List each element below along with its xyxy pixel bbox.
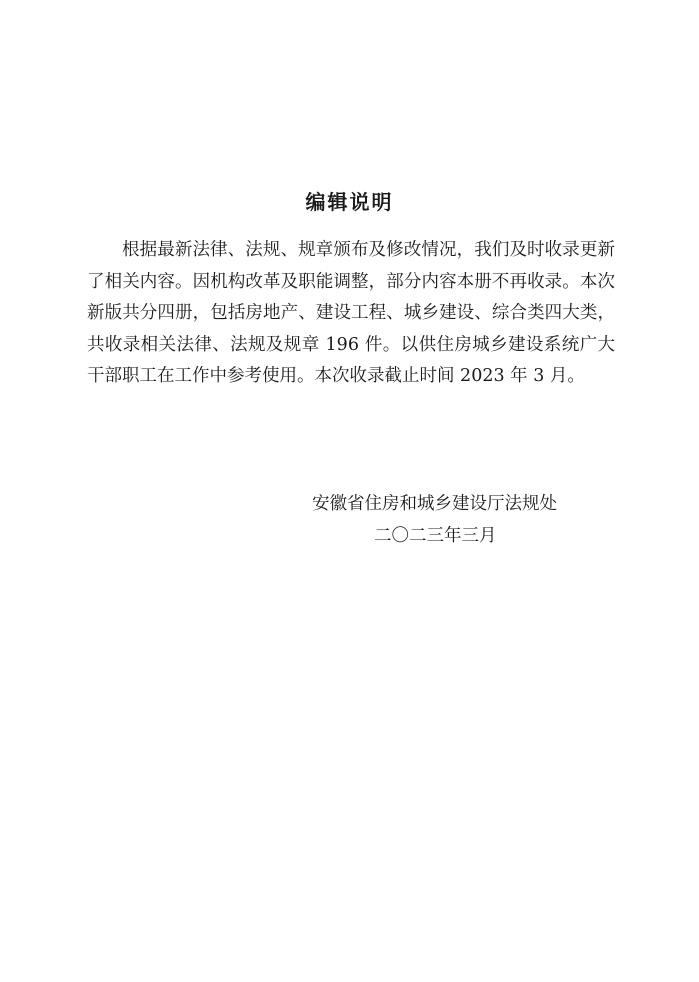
signature-organization: 安徽省住房和城乡建设厅法规处 <box>312 494 557 514</box>
page-title: 编辑说明 <box>305 190 394 214</box>
signature-date: 二〇二三年三月 <box>374 526 497 546</box>
body-paragraph: 根据最新法律、法规、规章颁布及修改情况，我们及时收录更新了相关内容。因机构改革及职能调整，部分内容本册不再收录。本次新版共分四册，包括房地产、建设工程、城乡建设、综合类四大类，共收录相关法律、法规及规章 196 件。以供住房城乡建设系统广大干部职工在工作中参考使用。本次收录截止时间 2023 年 3 月。 <box>87 240 615 386</box>
